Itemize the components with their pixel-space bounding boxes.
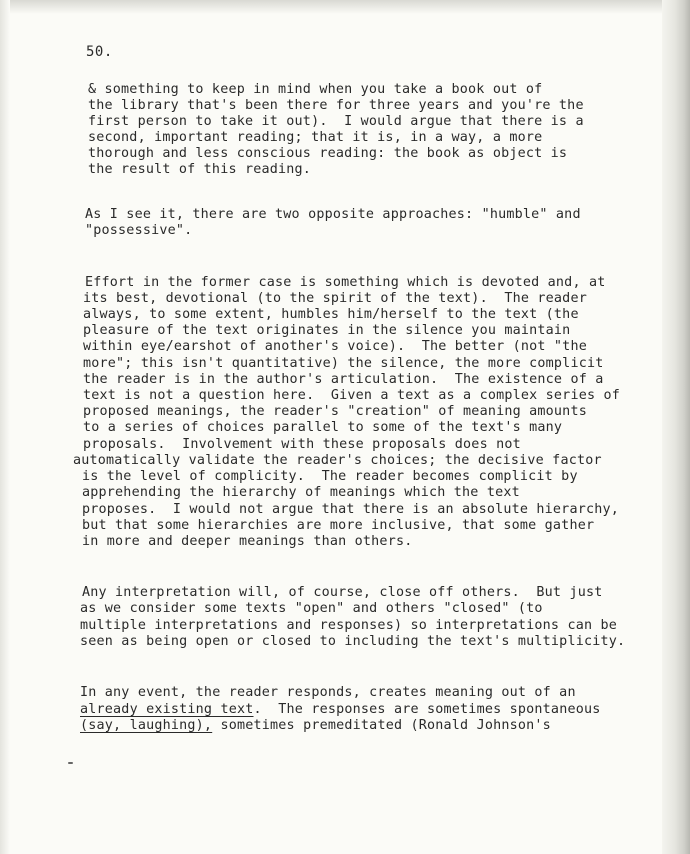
text-line: the result of this reading.: [88, 162, 312, 177]
text-line: multiple interpretations and responses) so interpretations can be: [80, 618, 618, 633]
text-line: As I see it, there are two opposite approaches: "humble" and: [85, 207, 581, 222]
text-line: pleasure of the text originates in the silence you maintain: [83, 323, 571, 338]
page-number: 50.: [86, 44, 113, 60]
text-line: in more and deeper meanings than others.: [82, 534, 413, 549]
text-line: the library that's been there for three years and you're the: [88, 98, 584, 113]
page-top-edge: [0, 0, 690, 14]
text-line: apprehending the hierarchy of meanings which the text: [82, 485, 520, 500]
text-line: text is not a question here. Given a text as a complex series of: [83, 388, 621, 403]
text-line: first person to take it out). I would argue that there is a: [88, 114, 584, 129]
text-line: Effort in the former case is something which is devoted and, at: [85, 275, 606, 290]
ink-speck: [68, 762, 73, 764]
text-line: always, to some extent, humbles him/herself to the text (the: [83, 307, 579, 322]
text-line-with-underline: [80, 718, 551, 734]
text-line-with-underline: [80, 702, 601, 718]
text-line: second, important reading; that it is, in a way, a more: [88, 130, 543, 145]
text-line: & something to keep in mind when you take a book out of: [88, 82, 543, 97]
text-line: proposed meanings, the reader's "creation" of meaning amounts: [83, 404, 587, 419]
text-line: its best, devotional (to the spirit of the text). The reader: [83, 291, 587, 306]
text-line: In any event, the reader responds, creates meaning out of an: [80, 685, 576, 700]
text-line: proposals. Involvement with these proposals does not: [83, 437, 521, 452]
underlined-phrase: (say, laughing),: [80, 718, 213, 733]
text-fragment: sometimes premeditated (Ronald Johnson's: [212, 718, 551, 733]
text-line: more"; this isn't quantitative) the silence, the more complicit: [83, 356, 604, 371]
text-line: automatically validate the reader's choices; the decisive factor: [73, 453, 602, 468]
text-line: as we consider some texts "open" and others "closed" (to: [80, 601, 543, 616]
book-spine-shadow: [662, 0, 690, 854]
text-line: but that some hierarchies are more inclusive, that some gather: [82, 518, 595, 533]
text-line: Any interpretation will, of course, close off others. But just: [82, 585, 603, 600]
page-left-edge: [0, 0, 10, 854]
text-line: is the level of complicity. The reader becomes complicit by: [82, 469, 578, 484]
text-line: the reader is in the author's articulation. The existence of a: [83, 372, 604, 387]
text-line: "possessive".: [85, 223, 193, 238]
text-line: proposes. I would not argue that there is an absolute hierarchy,: [82, 502, 620, 517]
text-fragment: . The responses are sometimes spontaneous: [253, 702, 601, 717]
text-line: thorough and less conscious reading: the book as object is: [88, 146, 568, 161]
text-line: to a series of choices parallel to some of the text's many: [83, 420, 563, 435]
text-line: seen as being open or closed to including the text's multiplicity.: [80, 634, 626, 649]
text-line: within eye/earshot of another's voice). The better (not "the: [83, 339, 587, 354]
underlined-phrase: already existing text: [80, 702, 254, 717]
